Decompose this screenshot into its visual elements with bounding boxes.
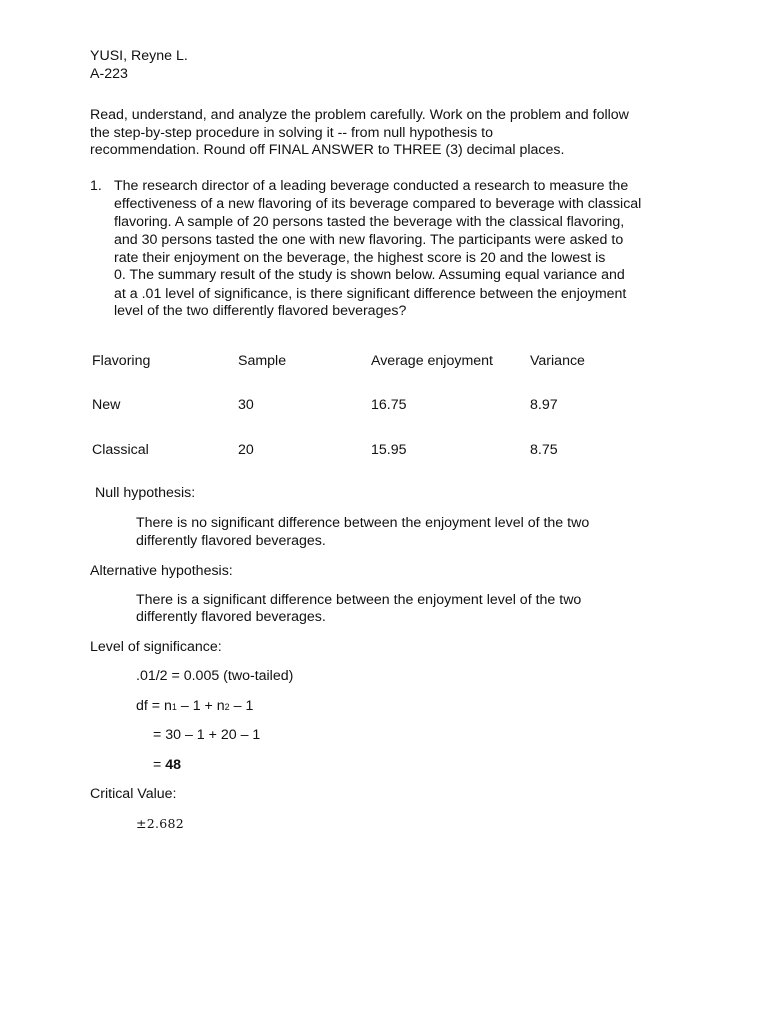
df-result-value: 48 (165, 757, 182, 773)
null-hypothesis-text: There is no significant difference between the enjoyment level of the two (136, 515, 590, 531)
table-cell: 8.75 (530, 442, 558, 458)
problem-line: rate their enjoyment on the beverage, the highest score is 20 and the lowest is (114, 250, 606, 266)
instructions-line: the step-by-step procedure in solving it -- from null hypothesis to (90, 125, 493, 141)
null-hypothesis-label: Null hypothesis: (95, 485, 196, 501)
alpha-computation: .01/2 = 0.005 (two-tailed) (136, 668, 294, 684)
df-formula-suffix: – 1 (229, 698, 254, 714)
problem-number: 1. (90, 178, 102, 194)
problem-line: 0. The summary result of the study is shown below. Assuming equal variance and (114, 267, 625, 283)
table-header-sample: Sample (238, 353, 287, 369)
table-cell: 8.97 (530, 397, 558, 413)
df-result-prefix: = (153, 757, 166, 773)
problem-line: effectiveness of a new flavoring of its beverage compared to beverage with classical (114, 196, 642, 212)
table-cell: 30 (238, 397, 254, 413)
table-header-variance: Variance (530, 353, 585, 369)
alternative-hypothesis-text: There is a significant difference between the enjoyment level of the two (136, 592, 582, 608)
problem-line: at a .01 level of significance, is there significant difference between the enjoyment (114, 286, 627, 302)
problem-line: The research director of a leading beverage conducted a research to measure the (114, 178, 629, 194)
df-substitution: = 30 – 1 + 20 – 1 (153, 727, 261, 743)
table-cell: 20 (238, 442, 254, 458)
df-formula-mid: – 1 + n (176, 698, 225, 714)
alternative-hypothesis-label: Alternative hypothesis: (90, 563, 233, 579)
df-formula-sub2: 2 (224, 702, 230, 712)
problem-line: and 30 persons tasted the one with new flavoring. The participants were asked to (114, 232, 624, 248)
df-formula-sub1: 1 (171, 702, 177, 712)
df-formula (136, 697, 253, 716)
table-cell: 16.75 (371, 397, 407, 413)
df-formula-prefix: df = n (136, 698, 172, 714)
critical-value: ±2.682 (136, 816, 185, 831)
student-name: YUSI, Reyne L. (90, 48, 188, 64)
alternative-hypothesis-text: differently flavored beverages. (136, 609, 326, 625)
problem-line: level of the two differently flavored beverages? (114, 303, 407, 319)
instructions-line: Read, understand, and analyze the problem carefully. Work on the problem and follow (90, 107, 629, 123)
table-header-average: Average enjoyment (371, 353, 493, 369)
table-cell: Classical (92, 442, 149, 458)
null-hypothesis-text: differently flavored beverages. (136, 533, 326, 549)
student-section: A-223 (90, 66, 128, 82)
level-of-significance-label: Level of significance: (90, 639, 222, 655)
table-cell: 15.95 (371, 442, 407, 458)
problem-line: flavoring. A sample of 20 persons tasted the beverage with the classical flavoring, (114, 214, 625, 230)
critical-value-label: Critical Value: (90, 786, 177, 802)
table-header-flavoring: Flavoring (92, 353, 151, 369)
df-result (153, 756, 181, 774)
table-cell: New (92, 397, 121, 413)
instructions-line: recommendation. Round off FINAL ANSWER to THREE (3) decimal places. (90, 142, 565, 158)
